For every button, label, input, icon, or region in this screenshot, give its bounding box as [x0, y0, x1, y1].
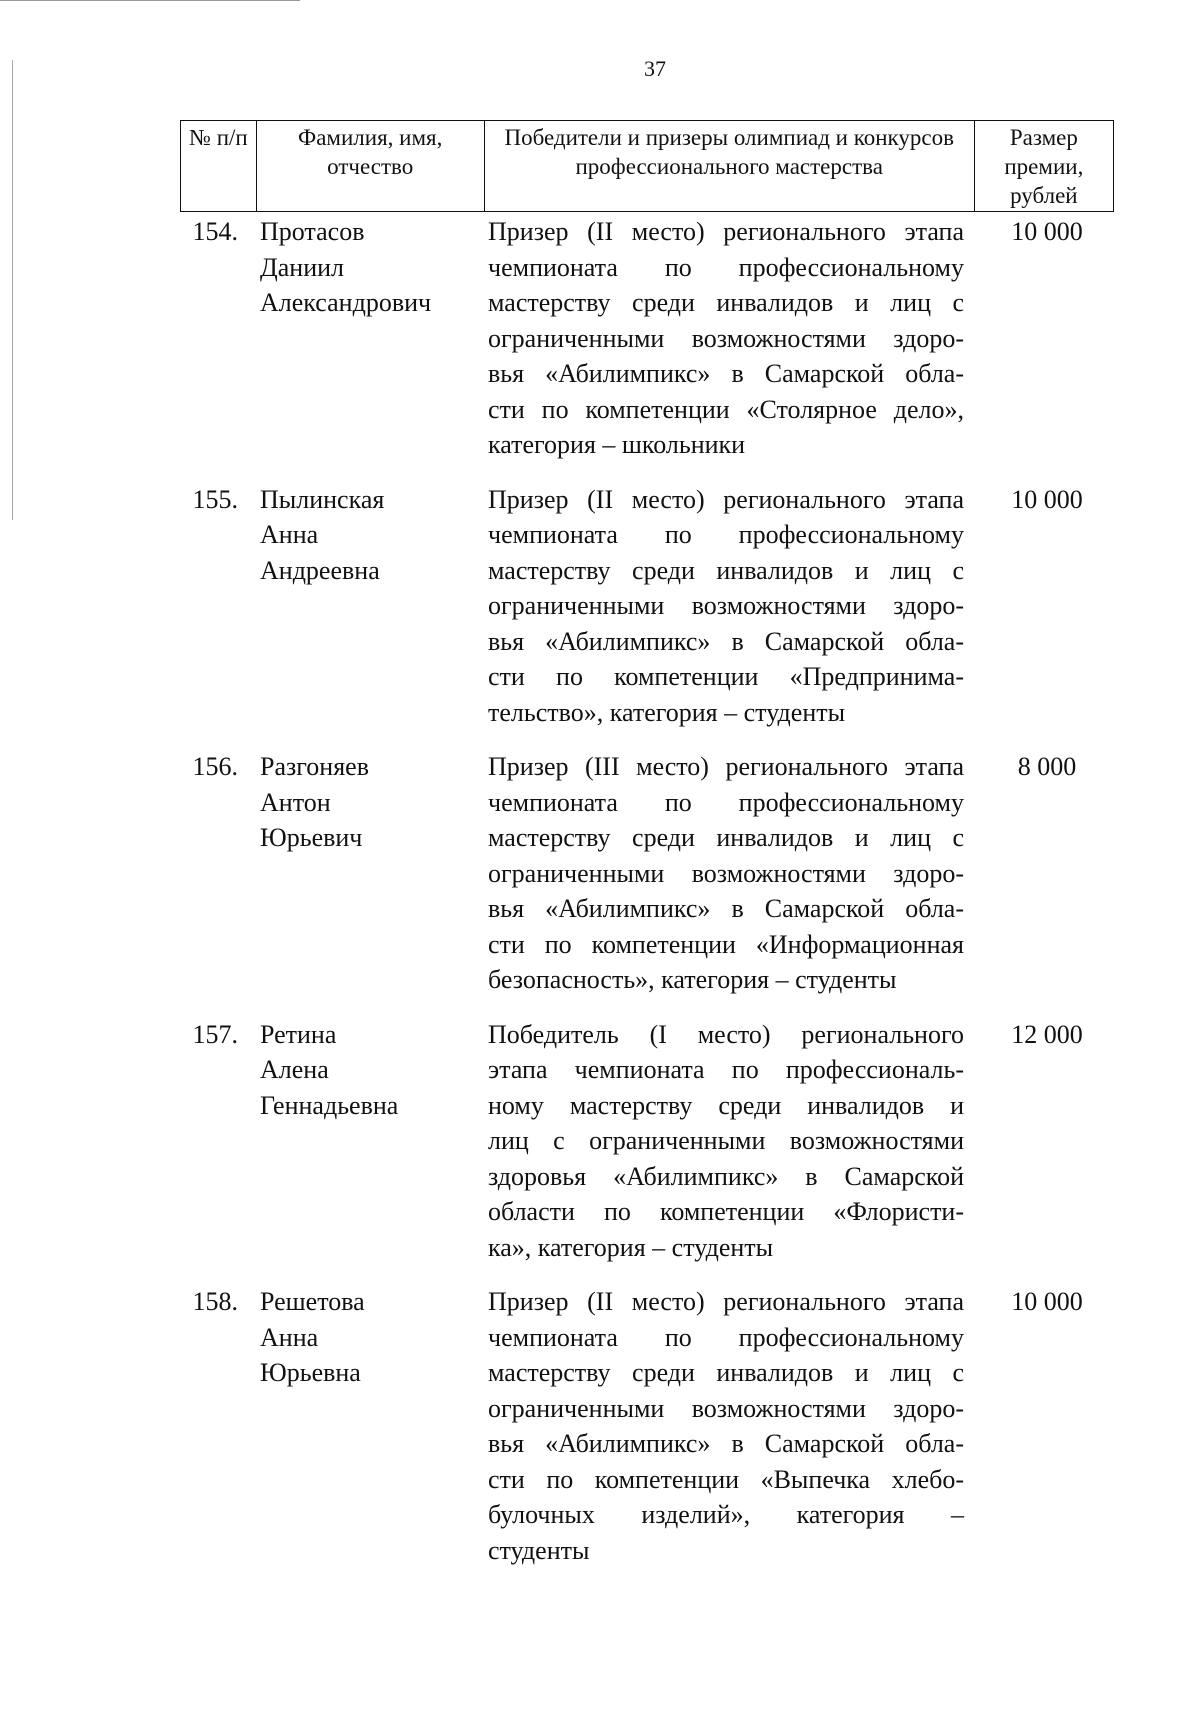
- description-line: вья «Абилимпикс» в Самарской обла-: [488, 359, 964, 388]
- description-line: ка», категория – студенты: [488, 1232, 774, 1262]
- description-line: лиц с ограниченными возможностями: [488, 1126, 964, 1155]
- name-part: Алена: [260, 1055, 329, 1084]
- row-prize-amount: 12 000: [1011, 1019, 1083, 1049]
- description-line: вья «Абилимпикс» в Самарской обла-: [488, 894, 964, 923]
- name-part: Анна: [260, 1322, 319, 1352]
- name-part: Анна: [260, 520, 319, 549]
- description-line: ограниченными возможностями здоро-: [488, 323, 964, 353]
- description-line: вья «Абилимпикс» в Самарской обла-: [488, 626, 964, 656]
- description-line: Призер (II место) регионального этапа: [488, 1287, 964, 1316]
- description-line: чемпионата по профессиональному: [488, 787, 964, 817]
- description-line: сти по компетенции «Выпечка хлебо-: [488, 1464, 964, 1494]
- row-number: 157.: [192, 1019, 238, 1049]
- row-number: 155.: [192, 484, 238, 514]
- name-part: Андреевна: [260, 555, 380, 585]
- page-number: 37: [644, 56, 666, 81]
- name-part: Антон: [260, 787, 331, 817]
- description-line: студенты: [488, 1535, 590, 1565]
- description-line: чемпионата по профессиональному: [488, 520, 964, 549]
- description-line: сти по компетенции «Предпринима-: [488, 662, 964, 691]
- description-line: безопасность», категория – студенты: [488, 965, 897, 994]
- row-prize-amount: 8 000: [1017, 752, 1077, 781]
- description-line: ограниченными возможностями здоро-: [488, 1393, 964, 1423]
- description-line: Призер (II место) регионального этапа: [488, 217, 964, 246]
- description-line: мастерству среди инвалидов и лиц с: [488, 555, 964, 585]
- scan-left-margin-line: [12, 60, 13, 520]
- row-full-name: [250, 749, 478, 998]
- row-full-name: [250, 1284, 478, 1568]
- row-full-name: [250, 482, 478, 731]
- description-line: Призер (III место) регионального этапа: [488, 752, 964, 781]
- description-line: этапа чемпионата по профессиональ-: [488, 1055, 964, 1084]
- description-line: чемпионата по профессиональному: [488, 252, 964, 282]
- row-number: 156.: [192, 752, 238, 781]
- description-line: вья «Абилимпикс» в Самарской обла-: [488, 1429, 964, 1458]
- header-description: Победители и призеры олимпиад и конкурсов профессионального мастерства: [484, 121, 974, 212]
- name-part: Юрьевна: [260, 1358, 361, 1387]
- row-description: [478, 749, 980, 998]
- description-line: области по компетенции «Флористи-: [488, 1197, 964, 1226]
- header-num: № п/п: [181, 121, 257, 212]
- table-header: [180, 120, 1114, 212]
- table-row: [180, 1017, 1114, 1266]
- name-part: Разгоняев: [260, 752, 369, 781]
- description-line: мастерству среди инвалидов и лиц с: [488, 823, 964, 852]
- description-line: тельство», категория – студенты: [488, 697, 846, 727]
- description-line: чемпионата по профессиональному: [488, 1322, 964, 1352]
- description-line: ограниченными возможностями здоро-: [488, 858, 964, 888]
- table-row: [180, 749, 1114, 998]
- row-number: 154.: [192, 217, 238, 246]
- row-full-name: [250, 214, 478, 463]
- table-row: [180, 482, 1114, 731]
- description-line: сти по компетенции «Столярное дело»,: [488, 394, 964, 424]
- description-line: здоровья «Абилимпикс» в Самарской: [488, 1161, 964, 1191]
- row-prize-amount: 10 000: [1011, 217, 1083, 246]
- header-row: [181, 121, 1114, 212]
- scan-top-rule: [0, 0, 300, 1]
- name-part: Геннадьевна: [260, 1090, 399, 1120]
- name-part: Ретина: [260, 1019, 337, 1049]
- row-number: 158.: [192, 1287, 238, 1316]
- description-line: ограниченными возможностями здоро-: [488, 591, 964, 620]
- description-line: мастерству среди инвалидов и лиц с: [488, 288, 964, 317]
- name-part: Александрович: [260, 288, 432, 317]
- description-line: ному мастерству среди инвалидов и: [488, 1090, 964, 1120]
- name-part: Решетова: [260, 1287, 365, 1316]
- row-description: [478, 1284, 980, 1568]
- description-line: категория – школьники: [488, 430, 746, 459]
- row-prize-amount: 10 000: [1011, 1287, 1083, 1316]
- row-description: [478, 482, 980, 731]
- table-body: [180, 214, 1114, 1587]
- table-row: [180, 214, 1114, 463]
- description-line: Победитель (I место) регионального: [488, 1019, 964, 1049]
- name-part: Протасов: [260, 217, 365, 246]
- row-description: [478, 214, 980, 463]
- name-part: Юрьевич: [260, 823, 363, 852]
- row-description: [478, 1017, 980, 1266]
- header-prize: Размер премии, рублей: [974, 121, 1113, 212]
- description-line: мастерству среди инвалидов и лиц с: [488, 1358, 964, 1387]
- row-full-name: [250, 1017, 478, 1266]
- name-part: Пылинская: [260, 484, 385, 514]
- description-line: Призер (II место) регионального этапа: [488, 484, 964, 514]
- name-part: Даниил: [260, 252, 344, 282]
- row-prize-amount: 10 000: [1011, 484, 1083, 514]
- header-name: Фамилия, имя, отчество: [256, 121, 484, 212]
- table-row: [180, 1284, 1114, 1568]
- description-line: булочных изделий», категория –: [488, 1500, 964, 1529]
- description-line: сти по компетенции «Информационная: [488, 929, 964, 959]
